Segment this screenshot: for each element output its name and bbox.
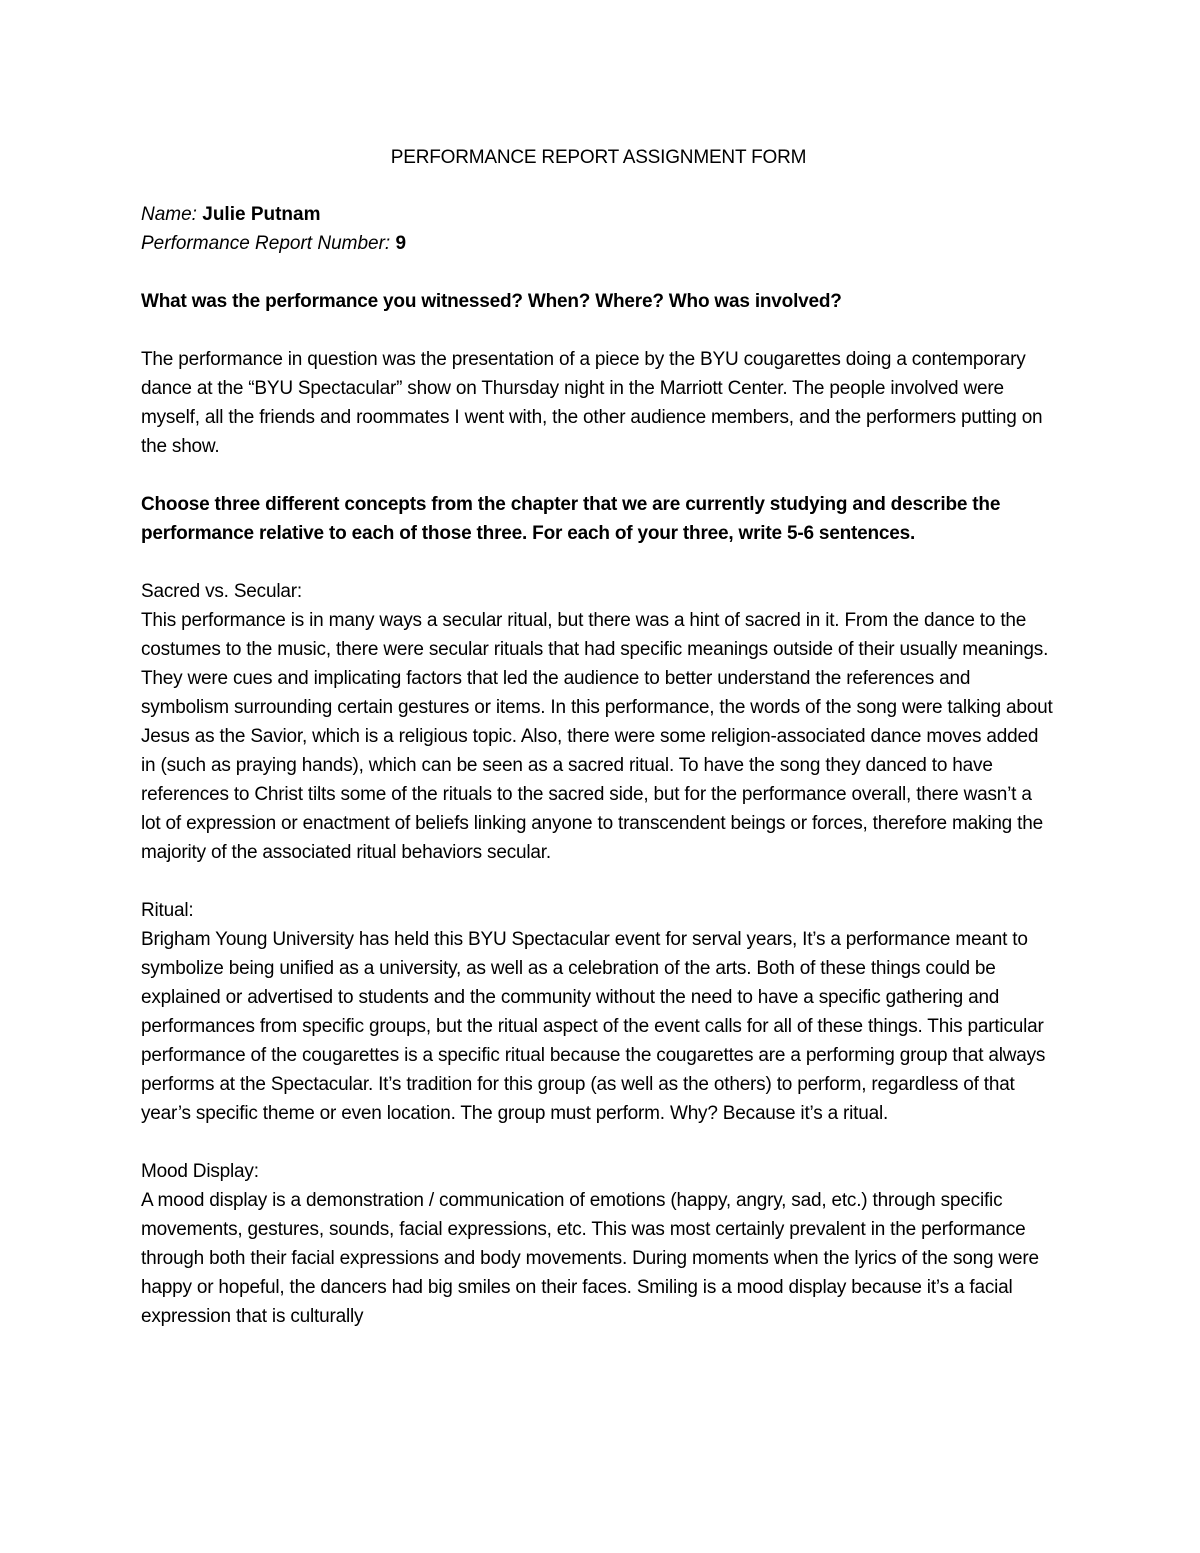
section-body-sacred-vs-secular: This performance is in many ways a secular ritual, but there was a hint of sacred in it. From the dance to the costumes to the music, there were secular rituals that had specific meanings outside of their usually meanings. They were cues and implicating factors that led the audience to better understand the references and symbolism surrounding certain gestures or items. In this performance, the words of the song were talking about Jesus as the Savior, which is a religious topic. Also, there were some religion-associated dance moves added in (such as praying hands), which can be seen as a sacred ritual. To have the song they danced to have references to Christ tilts some of the rituals to the sacred side, but for the performance overall, there wasn’t a lot of expression or enactment of beliefs linking anyone to transcendent beings or forces, therefore making the majority of the associated ritual behaviors secular. — [141, 610, 1053, 863]
section-heading-sacred-vs-secular: Sacred vs. Secular: — [141, 581, 302, 602]
section-heading-ritual: Ritual: — [141, 900, 194, 921]
name-line — [141, 200, 1056, 229]
section-heading-mood-display: Mood Display: — [141, 1161, 259, 1182]
report-number-line — [141, 229, 1056, 258]
question-three-concepts: Choose three different concepts from the chapter that we are currently studying and describe the performance relative to each of those three. For each of your three, write 5-6 sentences. — [141, 494, 1001, 544]
report-number-label: Performance Report Number: — [141, 233, 391, 254]
question-performance-witnessed: What was the performance you witnessed? When? Where? Who was involved? — [141, 291, 842, 312]
section-body-ritual: Brigham Young University has held this BYU Spectacular event for serval years, It’s a performance meant to symbolize being unified as a university, as well as a celebration of the arts. Both of these things could be explained or advertised to students and the community without the need to have a specific gathering and performances from specific groups, but the ritual aspect of the event calls for all of these things. This particular performance of the cougarettes is a specific ritual because the cougarettes are a performing group that always performs at the Spectacular. It’s tradition for this group (as well as the others) to perform, regardless of that year’s specific theme or even location. The group must perform. Why? Because it’s a ritual. — [141, 929, 1046, 1124]
name-value: Julie Putnam — [202, 204, 321, 225]
answer-performance-witnessed: The performance in question was the presentation of a piece by the BYU cougarettes doing a contemporary dance at the “BYU Spectacular” show on Thursday night in the Marriott Center. The people involved were myself, all the friends and roommates I went with, the other audience members, and the performers putting on the show. — [141, 349, 1043, 457]
section-body-mood-display: A mood display is a demonstration / communication of emotions (happy, angry, sad, etc.) through specific movements, gestures, sounds, facial expressions, etc. This was most certainly prevalent in the performance through both their facial expressions and body movements. During moments when the lyrics of the song were happy or hopeful, the dancers had big smiles on their faces. Smiling is a mood display because it’s a facial expression that is culturally — [141, 1190, 1039, 1327]
document-title: PERFORMANCE REPORT ASSIGNMENT FORM — [390, 147, 807, 168]
report-number-value: 9 — [395, 233, 407, 254]
name-label: Name: — [141, 204, 197, 225]
